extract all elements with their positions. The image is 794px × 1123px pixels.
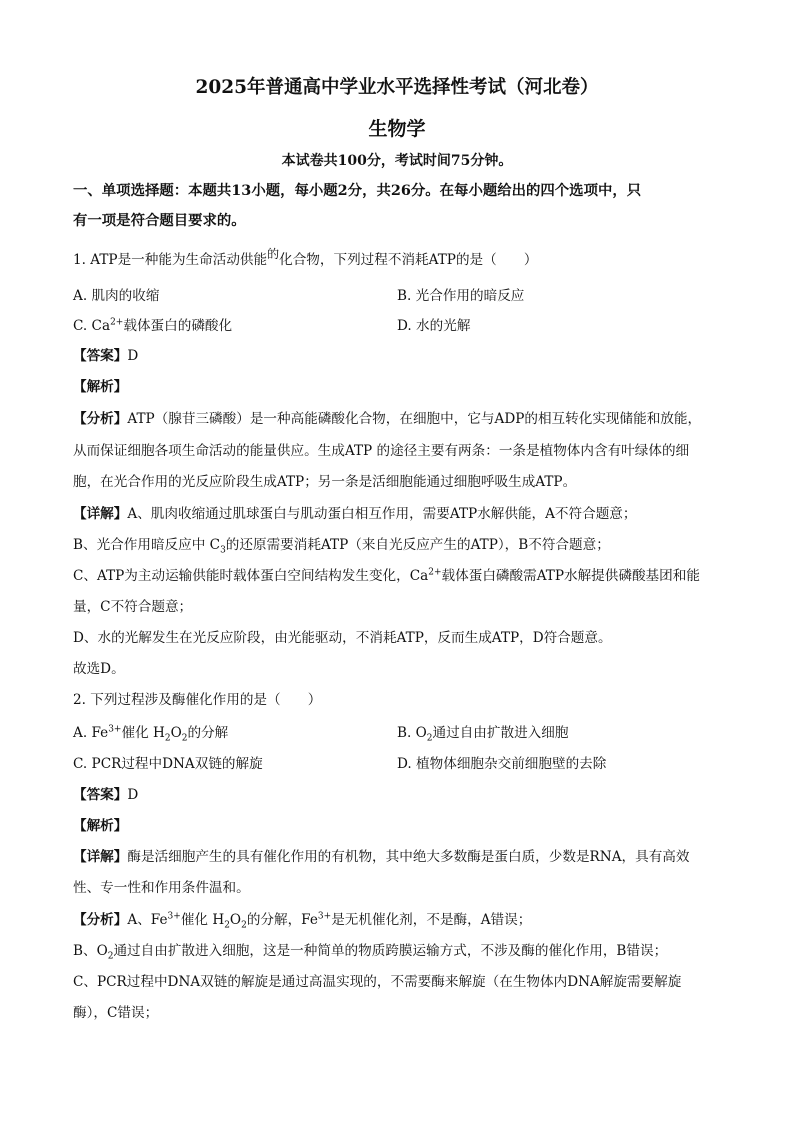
exam-note: 本试卷共100分，考试时间75分钟。 (281, 153, 513, 169)
q1-detail-d: D、水的光解发生在光反应阶段，由光能驱动，不消耗ATP，反而生成ATP，D符合题意。 (73, 630, 612, 646)
q2-detail-line1: 【详解】酶是活细胞产生的具有催化作用的有机物，其中绝大多数酶是蛋白质，少数是RNA，具有高效 (73, 849, 690, 865)
q1-answer: 【答案】D (73, 348, 139, 364)
subject-title: 生物学 (368, 118, 426, 140)
q2-analysis-tag: 【解析】 (73, 818, 128, 834)
section-heading-line1: 一、单项选择题：本题共13小题，每小题2分，共26分。在每小题给出的四个选项中，只 (73, 182, 642, 199)
q1-fenxi-line3: 胞，在光合作用的光反应阶段生成ATP；另一条是活细胞能通过细胞呼吸生成ATP。 (73, 474, 577, 490)
q1-detail-a: 【详解】A、肌肉收缩通过肌球蛋白与肌动蛋白相互作用，需要ATP水解供能，A不符合题意； (73, 506, 637, 522)
q2-detail-line2: 性、专一性和作用条件温和。 (73, 880, 250, 896)
q1-fenxi-line1: 【分析】ATP（腺苷三磷酸）是一种高能磷酸化合物，在细胞中，它与ADP的相互转化实现储能和放能， (73, 411, 702, 427)
q1-option-d: D. 水的光解 (397, 318, 471, 334)
q2-option-b: B. $O_2$通过自由扩散进入细胞 (397, 725, 569, 744)
q2-fenxi-c1: C、PCR过程中DNA双链的解旋是通过高温实现的，不需要酶来解旋（在生物体内DNA解旋需要解旋 (73, 974, 682, 990)
q1-detail-c: C、ATP为主动运输供能时载体蛋白空间结构发生变化，$Ca^{2+}$载体蛋白磷酸需ATP水解提供磷酸基团和能 (73, 567, 700, 584)
q2-answer: 【答案】D (73, 787, 139, 803)
q1-fenxi-line2: 从而保证细胞各项生命活动的能量供应。生成ATP 的途径主要有两条：一条是植物体内含有叶绿体的细 (73, 443, 690, 459)
q1-detail-c2: 量，C不符合题意； (73, 599, 193, 615)
q1-detail-b: B、光合作用暗反应中 $C_3$的还原需要消耗ATP（来自光反应产生的ATP），B不符合题意； (73, 537, 610, 556)
q1-option-a: A. 肌肉的收缩 (73, 288, 160, 304)
exam-title: 2025年普通高中学业水平选择性考试（河北卷） (195, 77, 599, 98)
q1-choice: 故选D。 (73, 661, 125, 677)
q1-stem: 1. ATP是一种能为生命活动供能$^的$化合物，下列过程不消耗ATP的是（ ） (73, 247, 538, 268)
q1-analysis-tag: 【解析】 (73, 379, 128, 395)
q2-option-c: C. PCR过程中DNA双链的解旋 (73, 756, 263, 772)
q2-stem: 2. 下列过程涉及酶催化作用的是（ ） (73, 692, 322, 708)
q1-option-b: B. 光合作用的暗反应 (397, 288, 525, 304)
q2-option-a: A. $Fe^{3+}$催化 $H_2O_2$的分解 (73, 724, 229, 744)
q2-option-d: D. 植物体细胞杂交前细胞壁的去除 (397, 756, 607, 772)
q1-option-c: C. $Ca^{2+}$载体蛋白的磷酸化 (73, 317, 233, 334)
section-heading-line2: 有一项是符合题目要求的。 (73, 212, 246, 229)
q2-fenxi-b: B、$O_2$通过自由扩散进入细胞，这是一种简单的物质跨膜运输方式，不涉及酶的催化作用，B错误； (73, 943, 668, 962)
q2-fenxi-c2: 酶），C错误； (73, 1005, 159, 1021)
q2-fenxi-a: 【分析】A、$Fe^{3+}$催化 $H_2O_2$的分解，$Fe^{3+}$是无机催化剂，不是酶，A错误； (73, 911, 532, 931)
